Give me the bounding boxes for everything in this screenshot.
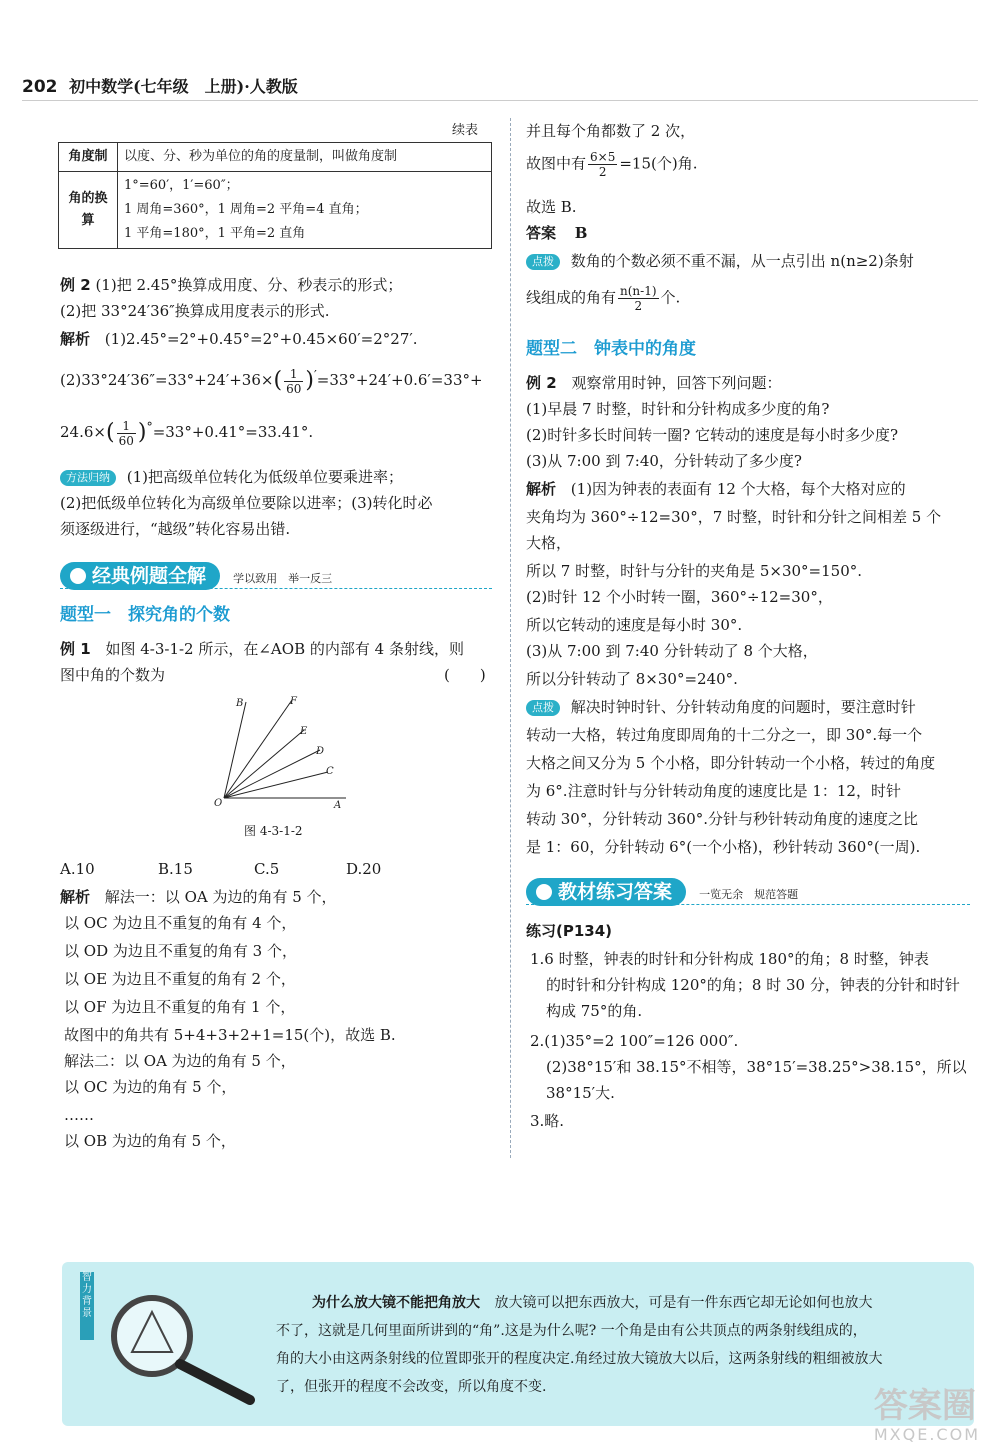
- section-banner: [526, 878, 970, 906]
- tip-tag: 点拨: [526, 700, 560, 716]
- page-header: [22, 74, 298, 97]
- answer-paren: ( ): [444, 666, 486, 684]
- solution-text: (3)从 7:00 到 7:40 分针转动了 8 个大格，: [526, 642, 818, 660]
- table-line: 1°=60′，1′=60″；: [124, 178, 239, 193]
- info-text: 放大镜可以把东西放大，可是有一件东西它却无论如何也放大: [494, 1295, 873, 1311]
- magnifier-icon: [104, 1290, 264, 1410]
- tip-line: [526, 248, 914, 274]
- solution-text: 故图中的角共有 5+4+3+2+1=15(个)，故选 B.: [64, 1026, 396, 1044]
- table-value: 以度、分、秒为单位的角的度量制，叫做角度制: [118, 143, 492, 172]
- figure-caption: 图 4-3-1-2: [244, 824, 303, 838]
- solution-text: =33°+24′+0.6′=33°+: [316, 371, 483, 389]
- table-row: [59, 172, 492, 249]
- solution-2: [526, 476, 906, 502]
- solution-text: (2)时针 12 个小时转一圈，360°÷12=30°，: [526, 588, 833, 606]
- label-f: F: [290, 696, 297, 707]
- label-o: O: [214, 798, 223, 809]
- table-value: [118, 172, 492, 249]
- example-text: (2)把 33°24′36″换算成用度表示的形式.: [60, 302, 330, 320]
- page-number: 202: [22, 77, 58, 97]
- choice-b: B.15: [158, 860, 193, 878]
- numerator: 6×5: [590, 150, 616, 164]
- method-text: (2)把低级单位转化为高级单位要除以进率；(3)转化时必: [60, 494, 433, 512]
- continued-label: 续表: [452, 123, 479, 138]
- solution-line: [60, 326, 418, 352]
- fraction: [284, 367, 303, 396]
- tip-line: [526, 694, 916, 720]
- solution-text: 以 OC 为边且不重复的角有 4 个，: [64, 914, 297, 932]
- numerator: 1: [284, 367, 303, 382]
- example-2-left: [60, 272, 402, 298]
- text-part: =15(个)角.: [619, 154, 698, 173]
- info-title: 为什么放大镜不能把角放大: [312, 1295, 480, 1311]
- info-text: 了，但张开的程度不会改变，所以角度不变.: [276, 1379, 547, 1395]
- section-banner: [60, 562, 492, 590]
- label-a: A: [334, 800, 342, 811]
- solution-text: (2)33°24′36″=33°+24′+36×: [60, 371, 274, 389]
- solution-text: 所以它转动的速度是每小时 30°.: [526, 616, 743, 634]
- answer-value: B: [574, 224, 588, 242]
- table-key: 角度制: [59, 143, 118, 172]
- table-line: 1 平角=180°，1 平角=2 直角: [124, 226, 306, 241]
- denominator: 2: [598, 165, 607, 179]
- numerator: 1: [117, 419, 136, 434]
- right-text: 故选 B.: [526, 198, 577, 216]
- label-b: B: [236, 698, 244, 709]
- right-text: 并且每个角都数了 2 次，: [526, 122, 696, 140]
- watermark: [874, 1387, 980, 1444]
- choice-d: D.20: [346, 860, 382, 878]
- tip-text: 转动 30°，分针转动 360°.分针与秒针转动角度的速度之比: [526, 810, 919, 828]
- watermark-logo: 答案圈: [873, 1386, 976, 1426]
- example-2-right: [526, 370, 781, 396]
- solution-text: 以 OB 为边的角有 5 个，: [64, 1132, 236, 1150]
- fraction: [618, 284, 659, 313]
- example-1: [60, 636, 464, 662]
- practice-text: 38°15′大.: [546, 1084, 615, 1102]
- example-text: (2)时针多长时间转一圈? 它转动的速度是每小时多少度?: [526, 426, 899, 444]
- example-text: 图中角的个数为: [60, 666, 166, 684]
- banner-title: 教材练习答案: [558, 881, 673, 903]
- info-text: 不了，这就是几何里面所讲到的“角”.这是为什么呢? 一个角是由有公共顶点的两条射线组成的，: [276, 1323, 867, 1339]
- solution-text: 所以 7 时整，时针与分针的夹角是 5×30°=150°.: [526, 562, 863, 580]
- label-d: D: [316, 746, 325, 757]
- tip-text: 转动一大格，转过角度即周角的十二分之一，即 30°.每一个: [526, 726, 923, 744]
- solution-text: 大格，: [526, 534, 572, 552]
- example-text: (1)早晨 7 时整，时针和分针构成多少度的角?: [526, 400, 830, 418]
- example-text: 如图 4-3-1-2 所示，在∠AOB 的内部有 4 条射线，则: [105, 640, 464, 658]
- method-text: (1)把高级单位转化为低级单位要乘进率；: [126, 468, 404, 486]
- watermark-url: MXQE.COM: [873, 1425, 980, 1444]
- banner-pill: [526, 878, 686, 906]
- fraction: [117, 419, 136, 448]
- practice-text: 1.6 时整，钟表的时针和分针构成 180°的角；8 时整，钟表: [530, 950, 929, 968]
- table-key: 角的换算: [59, 172, 118, 249]
- practice-text: 构成 75°的角.: [546, 1002, 643, 1020]
- method-text: 须逐级进行，“越级”转化容易出错.: [60, 520, 291, 538]
- solution-text: 以 OF 为边且不重复的角有 1 个，: [64, 998, 296, 1016]
- answer-line: [526, 220, 587, 246]
- label-e: E: [300, 726, 308, 737]
- example-text: 观察常用时钟，回答下列问题：: [571, 374, 782, 392]
- practice-text: 2.(1)35°=2 100″=126 000″.: [530, 1032, 739, 1050]
- practice-text: 3.略.: [530, 1112, 565, 1130]
- denominator: 60: [118, 433, 134, 448]
- solution-label: 解析: [60, 888, 91, 906]
- solution-line: (2)33°24′36″=33°+24′+36×( $\frac{1}{60}$ )′=33°+24′+0.6′=33°+: [60, 366, 483, 396]
- solution-text: (1)因为钟表的表面有 12 个大格，每个大格对应的: [570, 480, 906, 498]
- numerator: n(n-1): [620, 284, 657, 298]
- book-title: 初中数学(七年级 上册)·人教版: [69, 77, 298, 96]
- method-summary: [60, 464, 403, 490]
- definition-table: [58, 142, 492, 249]
- example-label: 例 1: [60, 640, 91, 658]
- fraction: [588, 150, 617, 179]
- right-text: [526, 150, 697, 179]
- solution-text: 夹角均为 360°÷12=30°，7 时整，时针和分针之间相差 5 个: [526, 508, 942, 526]
- solution-text: 24.6×: [60, 423, 106, 441]
- tip-text: 线组成的角有: [526, 288, 617, 307]
- method-tag: 方法归纳: [60, 470, 116, 486]
- choice-a: A.10: [60, 860, 95, 878]
- banner-title: 经典例题全解: [92, 565, 207, 587]
- angle-figure: [200, 690, 360, 820]
- info-line: [312, 1290, 872, 1316]
- example-label: 例 2: [526, 374, 557, 392]
- header-rule: [22, 100, 978, 101]
- solution-text: ……: [64, 1106, 94, 1124]
- type-heading: 题型二 钟表中的角度: [526, 339, 696, 359]
- tip-text: 解决时钟时针、分针转动角度的问题时，要注意时针: [570, 698, 916, 716]
- solution-text: 解法二：以 OA 为边的角有 5 个，: [64, 1052, 296, 1070]
- table-row: [59, 143, 492, 172]
- tip-text: 大格之间又分为 5 个小格，即分针转动一个小格，转过的角度: [526, 754, 936, 772]
- solution-text: 以 OC 为边的角有 5 个，: [64, 1078, 237, 1096]
- tip-tag: 点拨: [526, 254, 560, 270]
- tip-text: 个.: [660, 288, 681, 307]
- denominator: 60: [286, 381, 302, 396]
- practice-heading: 练习(P134): [526, 922, 613, 940]
- solution-text: 以 OE 为边且不重复的角有 2 个，: [64, 970, 296, 988]
- banner-subtitle: 学以致用 举一反三: [233, 572, 333, 585]
- tip-text: 数角的个数必须不重不漏，从一点引出 n(n≥2)条射: [570, 252, 914, 270]
- table-line: 1 周角=360°，1 周角=2 平角=4 直角；: [124, 202, 368, 217]
- practice-text: (2)38°15′和 38.15°不相等，38°15′=38.25°>38.15°，所以: [546, 1058, 967, 1076]
- banner-subtitle: 一览无余 规范答题: [699, 888, 799, 901]
- denominator: 2: [634, 299, 643, 313]
- solution-text: 解法一：以 OA 为边的角有 5 个，: [104, 888, 337, 906]
- choice-c: C.5: [254, 860, 280, 878]
- type-heading: 题型一 探究角的个数: [60, 605, 230, 625]
- practice-text: 的时针和分针构成 120°的角；8 时 30 分，钟表的分针和时针: [546, 976, 960, 994]
- banner-pill: [60, 562, 220, 590]
- label-c: C: [326, 766, 334, 777]
- solution-1: [60, 884, 337, 910]
- example-text: (3)从 7:00 到 7:40，分针转动了多少度?: [526, 452, 802, 470]
- solution-text: =33°+0.41°=33.41°.: [152, 423, 314, 441]
- bird-icon: [536, 884, 552, 900]
- solution-label: 解析: [60, 330, 91, 348]
- column-divider: [510, 118, 511, 1158]
- tip-text: 是 1：60，分针转动 6°(一个小格)，秒针转动 360°(一周).: [526, 838, 921, 856]
- answer-label: 答案: [526, 224, 557, 242]
- solution-text: 以 OD 为边且不重复的角有 3 个，: [64, 942, 297, 960]
- solution-line: 24.6×( $\frac{1}{60}$ )°=33°+0.41°=33.41°.: [60, 418, 314, 448]
- example-label: 例 2: [60, 276, 91, 294]
- solution-text: 所以分针转动了 8×30°=240°.: [526, 670, 738, 688]
- ray-ob: [224, 702, 246, 798]
- text-part: 故图中有: [526, 154, 587, 173]
- example-text: (1)把 2.45°换算成用度、分、秒表示的形式；: [95, 276, 403, 294]
- tip-line: [526, 284, 680, 313]
- solution-text: (1)2.45°=2°+0.45°=2°+0.45×60′=2°27′.: [104, 330, 418, 348]
- tip-text: 为 6°.注意时针与分针转动角度的速度比是 1：12，时针: [526, 782, 901, 800]
- info-text: 角的大小由这两条射线的位置即张开的程度决定.角经过放大镜放大以后，这两条射线的粗细被放大: [276, 1351, 883, 1367]
- solution-label: 解析: [526, 480, 557, 498]
- bird-icon: [70, 568, 86, 584]
- side-tab: 智力背景: [80, 1272, 94, 1340]
